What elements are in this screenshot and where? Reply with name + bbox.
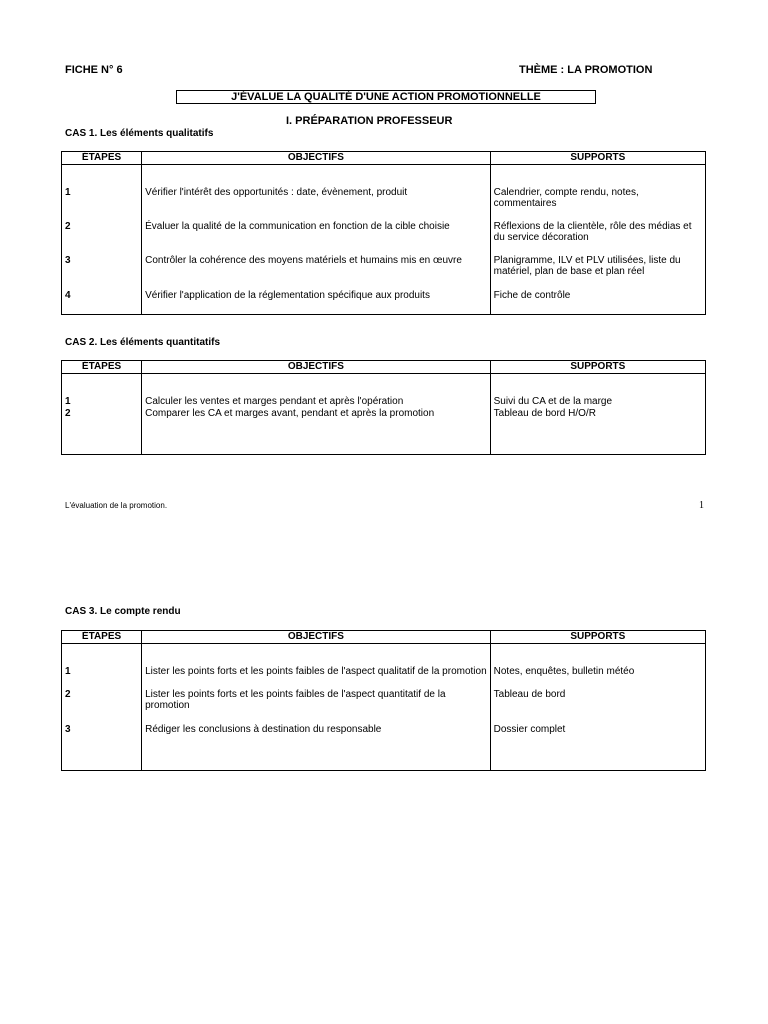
step-number: 4	[65, 290, 71, 301]
table-row	[62, 165, 706, 222]
column-header-etapes: ÉTAPES	[62, 152, 142, 165]
support-text: Notes, enquêtes, bulletin météo	[493, 666, 635, 677]
support-text: Suivi du CA et de la marge	[493, 396, 613, 407]
page-footer: L'évaluation de la promotion.	[65, 501, 168, 510]
step-number: 3	[65, 255, 71, 266]
support-text: Tableau de bord	[493, 689, 566, 700]
objective-text: Lister les points forts et les points faibles de l'aspect quantitatif de la promotion	[145, 689, 446, 711]
objective-text: Calculer les ventes et marges pendant et après l'opération	[145, 396, 404, 407]
support-text: Dossier complet	[493, 724, 566, 735]
objective-text: Vérifier l'application de la réglementation spécifique aux produits	[145, 290, 430, 301]
step-number: 2	[65, 689, 71, 700]
column-header-supports: SUPPORTS	[490, 152, 705, 165]
step-number: 1	[65, 666, 71, 677]
fiche-number: FICHE N° 6	[65, 64, 123, 76]
theme-label: THÈME : LA PROMOTION	[519, 64, 653, 76]
step-number: 1	[65, 396, 71, 407]
column-header-etapes: ÉTAPES	[62, 631, 142, 644]
cas1-table	[61, 151, 706, 315]
cas2-title: CAS 2. Les éléments quantitatifs	[65, 337, 221, 348]
support-text: Planigramme, ILV et PLV utilisées, liste du matériel, plan de base et plan réel	[493, 255, 681, 277]
cas2-table	[61, 360, 706, 455]
document-title: J'ÉVALUE LA QUALITÉ D'UNE ACTION PROMOTIONNELLE	[176, 90, 596, 104]
support-text: Fiche de contrôle	[493, 290, 571, 301]
objective-text: Lister les points forts et les points faibles de l'aspect qualitatif de la promotion	[145, 666, 487, 677]
column-header-objectifs: OBJECTIFS	[142, 152, 491, 165]
column-header-etapes: ÉTAPES	[62, 361, 142, 374]
objective-text: Vérifier l'intérêt des opportunités : date, évènement, produit	[145, 187, 408, 198]
table-row	[62, 724, 706, 771]
step-number: 3	[65, 724, 71, 735]
cas3-table	[61, 630, 706, 771]
table-row	[62, 408, 706, 455]
page-number: 1	[699, 500, 704, 511]
column-header-supports: SUPPORTS	[490, 631, 705, 644]
step-number: 2	[65, 408, 71, 419]
section-heading: I. PRÉPARATION PROFESSEUR	[286, 115, 453, 127]
objective-text: Rédiger les conclusions à destination du responsable	[145, 724, 382, 735]
objective-text: Contrôler la cohérence des moyens matériels et humains mis en œuvre	[145, 255, 462, 266]
support-text: Calendrier, compte rendu, notes, commentaires	[493, 187, 639, 209]
table-row	[62, 255, 706, 290]
table-row	[62, 374, 706, 409]
objective-text: Comparer les CA et marges avant, pendant et après la promotion	[145, 408, 435, 419]
column-header-objectifs: OBJECTIFS	[142, 361, 491, 374]
objective-text: Évaluer la qualité de la communication en fonction de la cible choisie	[145, 221, 450, 232]
step-number: 2	[65, 221, 71, 232]
support-text: Tableau de bord H/O/R	[493, 408, 596, 419]
table-row	[62, 644, 706, 690]
cas3-title: CAS 3. Le compte rendu	[65, 606, 181, 617]
column-header-supports: SUPPORTS	[490, 361, 705, 374]
cas1-title: CAS 1. Les éléments qualitatifs	[65, 128, 214, 139]
table-row	[62, 221, 706, 255]
step-number: 1	[65, 187, 71, 198]
table-row	[62, 290, 706, 315]
column-header-objectifs: OBJECTIFS	[142, 631, 491, 644]
support-text: Réflexions de la clientèle, rôle des médias et du service décoration	[493, 221, 692, 243]
table-row	[62, 689, 706, 724]
